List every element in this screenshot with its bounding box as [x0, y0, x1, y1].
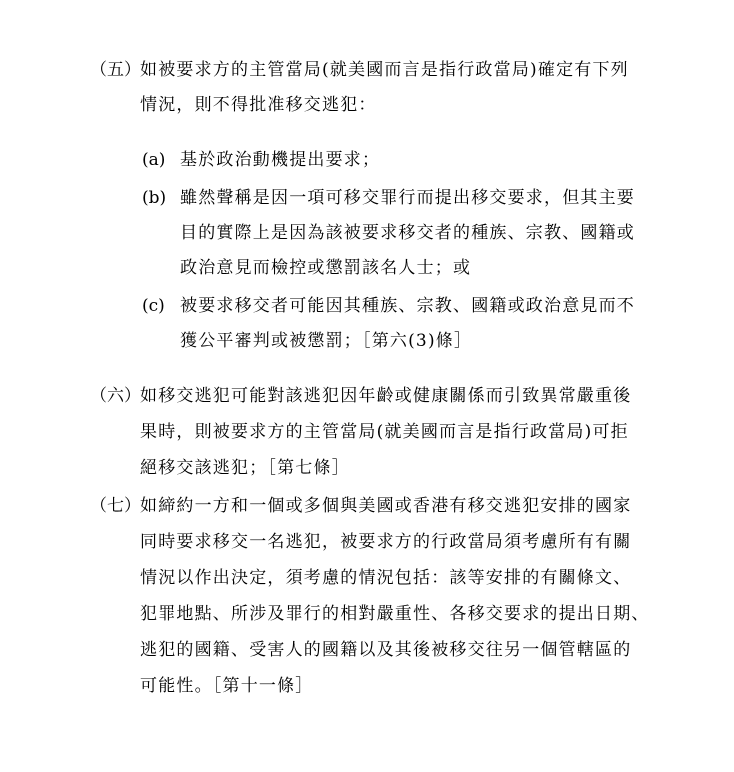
section-5-line-2: 情況，則不得批准移交逃犯：: [140, 95, 377, 115]
item-b-line-2: 目的實際上是因為該被要求移交者的種族、宗教、國籍或: [180, 223, 635, 243]
item-b-line-3: 政治意見而檢控或懲罰該名人士；或: [180, 258, 472, 278]
section-5-line-1: 如被要求方的主管當局(就美國而言是指行政當局)確定有下列: [140, 60, 629, 80]
item-a-label: (a): [142, 150, 166, 170]
section-7-line-6: 可能性。［第十一條］: [140, 676, 314, 696]
section-7-line-2: 同時要求移交一名逃犯，被要求方的行政當局須考慮所有有關: [140, 532, 632, 552]
item-a-line-1: 基於政治動機提出要求；: [180, 150, 381, 170]
item-c-line-2: 獲公平審判或被懲罰；［第六(3)條］: [180, 331, 473, 351]
item-c-line-1: 被要求移交者可能因其種族、宗教、國籍或政治意見而不: [180, 296, 635, 316]
item-b-label: (b): [142, 188, 167, 208]
section-7-line-3: 情況以作出決定，須考慮的情況包括：該等安排的有關條文、: [140, 568, 632, 588]
section-6-line-2: 果時，則被要求方的主管當局(就美國而言是指行政當局)可拒: [140, 422, 629, 442]
section-6-line-1: 如移交逃犯可能對該逃犯因年齡或健康關係而引致異常嚴重後: [140, 386, 632, 406]
item-c-label: (c): [142, 296, 165, 316]
item-b-line-1: 雖然聲稱是因一項可移交罪行而提出移交要求，但其主要: [180, 188, 635, 208]
section-6-line-3: 絕移交該逃犯；［第七條］: [140, 458, 350, 478]
section-5-label: （五）: [90, 60, 141, 80]
section-6-label: （六）: [90, 386, 141, 406]
section-7-line-1: 如締約一方和一個或多個與美國或香港有移交逃犯安排的國家: [140, 496, 632, 516]
section-7-line-5: 逃犯的國籍、受害人的國籍以及其後被移交往另一個管轄區的: [140, 640, 632, 660]
section-7-label: （七）: [90, 496, 141, 516]
section-7-line-4: 犯罪地點、所涉及罪行的相對嚴重性、各移交要求的提出日期、: [140, 604, 650, 624]
